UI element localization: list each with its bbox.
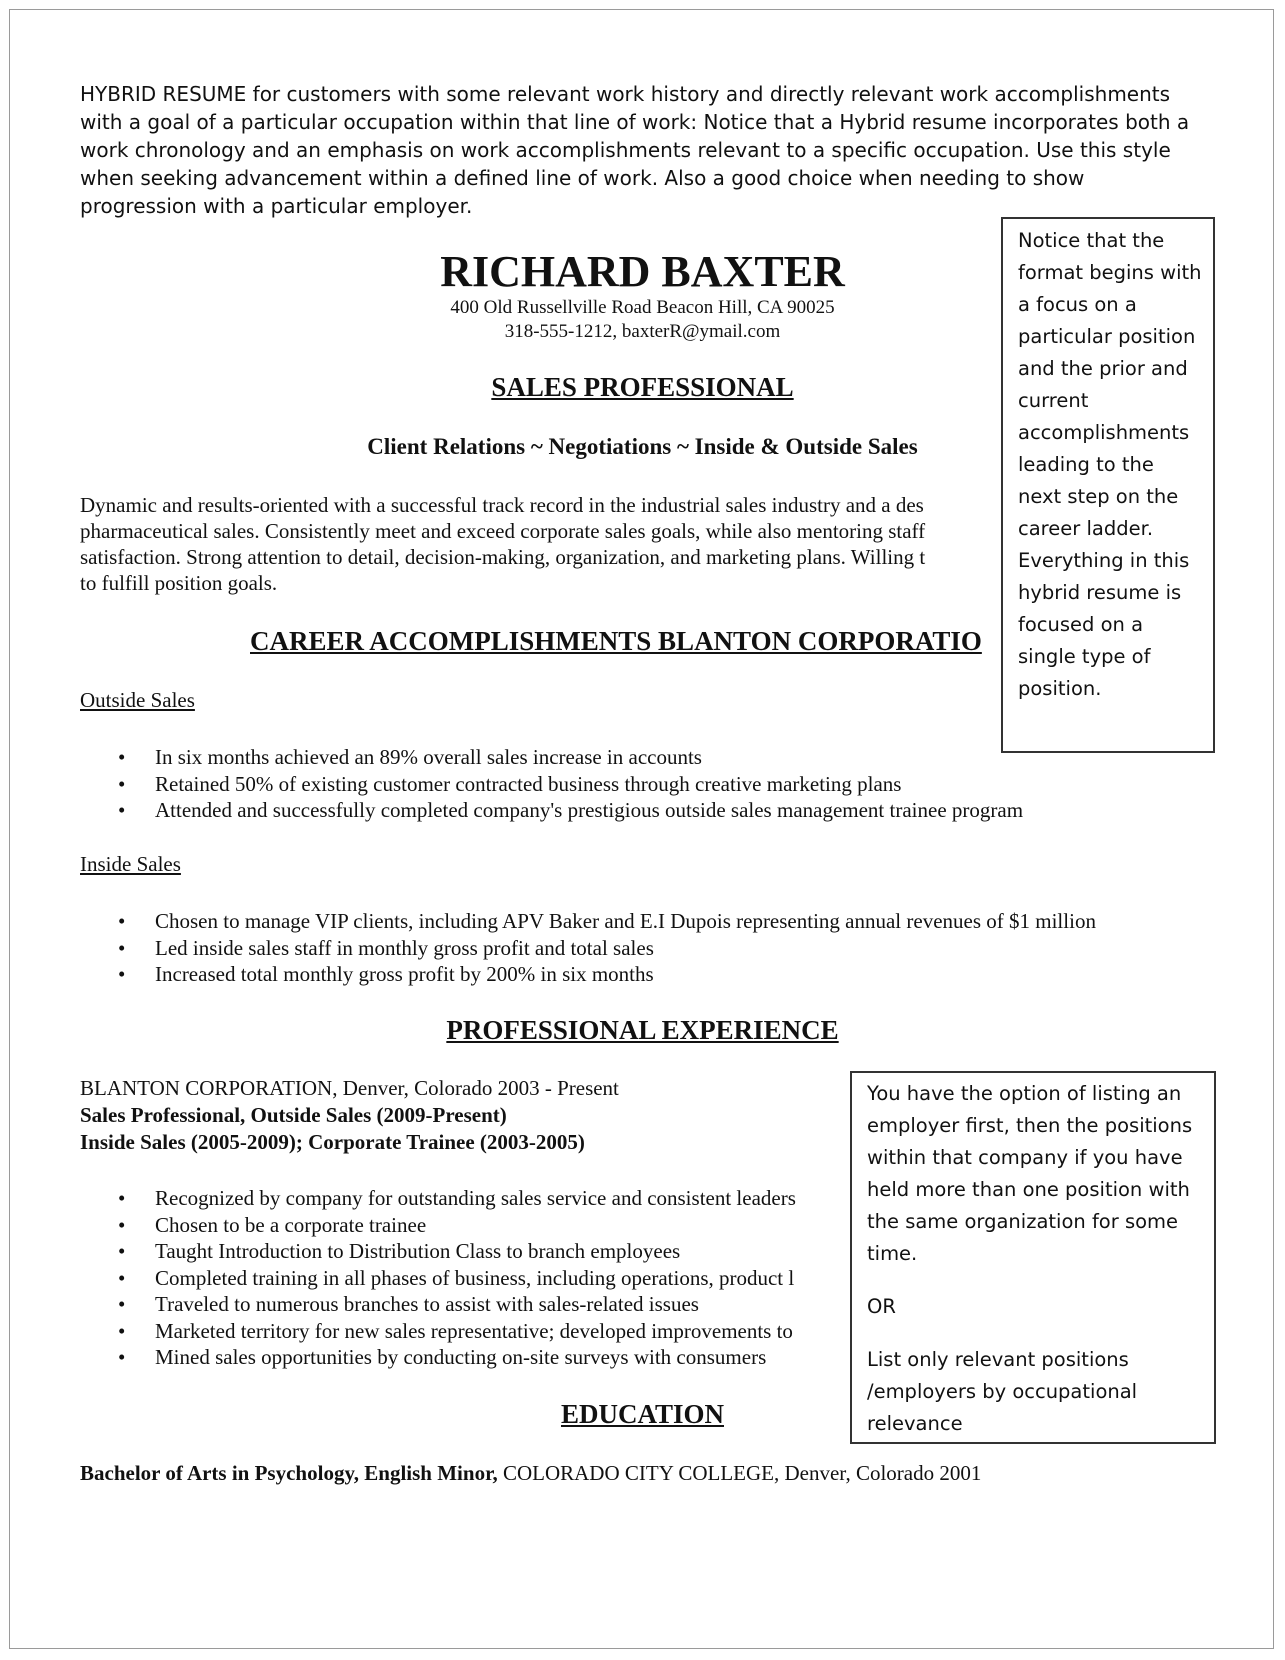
accomplishments-heading: CAREER ACCOMPLISHMENTS BLANTON CORPORATIO xyxy=(250,626,982,656)
school: COLORADO CITY COLLEGE, Denver, Colorado 2001 xyxy=(497,1461,982,1485)
headline-title: SALES PROFESSIONAL xyxy=(491,372,794,402)
experience-list xyxy=(80,1185,796,1371)
list-item: • Retained 50% of existing customer contracted business through creative marketing plans xyxy=(118,771,902,796)
list-item: • Marketed territory for new sales representative; developed improvements to xyxy=(118,1318,793,1343)
list-item: • In six months achieved an 89% overall sales increase in accounts xyxy=(118,745,702,769)
list-item: • Completed training in all phases of business, including operations, product l xyxy=(118,1265,795,1290)
inside-sales-list xyxy=(80,908,1096,988)
employer-block xyxy=(80,1075,619,1156)
summary-line: to fulfill position goals. xyxy=(80,571,278,595)
employer-line: BLANTON CORPORATION, Denver, Colorado 2003 - Present xyxy=(80,1076,619,1100)
degree: Bachelor of Arts in Psychology, English Minor, xyxy=(80,1461,498,1485)
list-item: • Taught Introduction to Distribution Class to branch employees xyxy=(118,1239,681,1263)
experience-heading: PROFESSIONAL EXPERIENCE xyxy=(446,1015,839,1045)
sidebar-note-options xyxy=(850,1071,1216,1444)
list-item: • Mined sales opportunities by conducting on-site surveys with consumers xyxy=(118,1345,767,1369)
list-item: • Recognized by company for outstanding sales service and consistent leaders xyxy=(118,1186,796,1210)
note-text: Notice that the format begins with a focus on a particular position and the prior and current accomplishments leading to the next step on the career ladder. Everything in this hybrid resume is focused on a single type of position. xyxy=(1018,229,1202,700)
list-item: • Chosen to be a corporate trainee xyxy=(118,1212,427,1237)
note-text: You have the option of listing an employer first, then the positions within that company if you have held more than one position with the same organization for some time. xyxy=(867,1082,1193,1265)
list-item: • Increased total monthly gross profit by 200% in six months xyxy=(118,962,654,986)
address-line: 400 Old Russellville Road Beacon Hill, CA 90025 xyxy=(450,297,835,318)
outside-sales-label: Outside Sales xyxy=(80,688,195,712)
position-title: Sales Professional, Outside Sales (2009-Present) xyxy=(80,1103,507,1127)
list-item: • Led inside sales staff in monthly gross profit and total sales xyxy=(118,935,654,960)
phone-email-line: 318-555-1212, baxterR@ymail.com xyxy=(504,321,781,342)
outside-sales-list xyxy=(80,744,1023,824)
candidate-name: RICHARD BAXTER xyxy=(440,247,845,296)
note-text: List only relevant positions /employers by occupational relevance xyxy=(867,1348,1138,1435)
note-or: OR xyxy=(867,1295,896,1318)
sidebar-note-format xyxy=(1001,217,1215,753)
summary-line: Dynamic and results-oriented with a successful track record in the industrial sales industry and a des xyxy=(80,493,924,517)
education-heading: EDUCATION xyxy=(560,1399,724,1429)
education-line xyxy=(80,1460,981,1487)
list-item: • Attended and successfully completed company's prestigious outside sales management trainee program xyxy=(118,798,1024,822)
intro-text: HYBRID RESUME for customers with some relevant work history and directly relevant work accomplishments with a goal of a particular occupation within that line of work: Notice that a Hybrid resume incorporates both a work chronology and an emphasis on work accomplishments relevant to a specific occupation. Use this style when seeking advancement within a defined line of work. Also a good choice when needing to show progression with a particular employer. xyxy=(80,82,1190,218)
list-item: • Chosen to manage VIP clients, including APV Baker and E.I Dupois representing annual revenues of $1 million xyxy=(118,909,1096,933)
summary-line: pharmaceutical sales. Consistently meet and exceed corporate sales goals, while also mentoring staff xyxy=(80,519,926,543)
summary-line: satisfaction. Strong attention to detail, decision-making, organization, and marketing plans. Willing t xyxy=(80,545,926,569)
list-item: • Traveled to numerous branches to assist with sales-related issues xyxy=(118,1292,699,1316)
position-title: Inside Sales (2005-2009); Corporate Trainee (2003-2005) xyxy=(80,1130,585,1154)
inside-sales-label: Inside Sales xyxy=(80,852,181,876)
headline-skills: Client Relations ~ Negotiations ~ Inside & Outside Sales xyxy=(367,434,918,459)
